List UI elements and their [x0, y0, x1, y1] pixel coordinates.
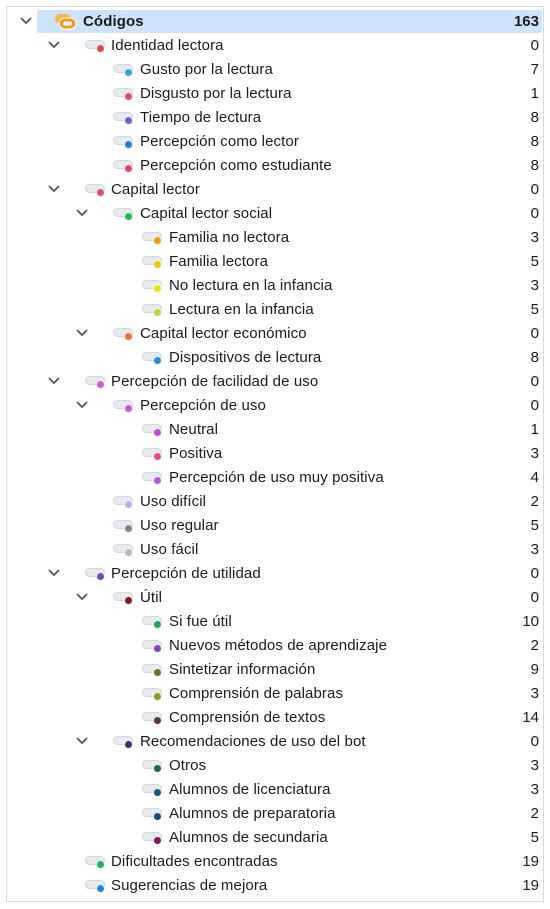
tree-count: 8: [530, 157, 539, 174]
code-icon: [113, 159, 135, 173]
code-icon: [85, 183, 107, 197]
code-icon: [142, 639, 164, 653]
code-icon: [142, 807, 164, 821]
tree-label: Percepción como lector: [140, 133, 299, 150]
code-icon: [113, 591, 135, 605]
code-icon: [142, 615, 164, 629]
tree-count: 19: [522, 877, 539, 894]
tree-row[interactable]: [7, 826, 545, 850]
tree-row[interactable]: [7, 202, 545, 226]
code-icon: [113, 87, 135, 101]
tree-row[interactable]: [7, 802, 545, 826]
code-icon: [142, 279, 164, 293]
tree-count: 2: [530, 493, 539, 510]
tree-row-root[interactable]: [7, 10, 545, 34]
code-icon: [142, 831, 164, 845]
tree-count: 3: [530, 541, 539, 558]
code-icon: [142, 423, 164, 437]
tree-count: 0: [530, 373, 539, 390]
tree-count: 5: [530, 517, 539, 534]
code-icon: [85, 375, 107, 389]
tree-row[interactable]: [7, 490, 545, 514]
tree-label: Percepción como estudiante: [140, 157, 332, 174]
chevron-down-icon[interactable]: [47, 38, 61, 52]
tree-label: Capital lector social: [140, 205, 273, 222]
code-icon: [142, 255, 164, 269]
tree-count: 3: [530, 757, 539, 774]
tree-count: 0: [530, 181, 539, 198]
tree-label: Percepción de uso muy positiva: [169, 469, 384, 486]
tree-count: 9: [530, 661, 539, 678]
code-icon: [113, 63, 135, 77]
tree-row[interactable]: [7, 226, 545, 250]
tree-row[interactable]: [7, 106, 545, 130]
code-icon: [113, 327, 135, 341]
tree-label: Capital lector económico: [140, 325, 307, 342]
tree-label: Percepción de uso: [140, 397, 266, 414]
code-icon: [142, 471, 164, 485]
tree-row[interactable]: [7, 442, 545, 466]
tree-count: 5: [530, 253, 539, 270]
tree-label: Recomendaciones de uso del bot: [140, 733, 366, 750]
tree-row[interactable]: [7, 298, 545, 322]
tree-label: Dispositivos de lectura: [169, 349, 322, 366]
tree-row[interactable]: [7, 634, 545, 658]
tree-row[interactable]: [7, 610, 545, 634]
tree-label: Gusto por la lectura: [140, 61, 273, 78]
tree-count: 10: [522, 613, 539, 630]
chevron-down-icon[interactable]: [75, 398, 89, 412]
tree-count: 1: [530, 85, 539, 102]
tree-label: Disgusto por la lectura: [140, 85, 292, 102]
tree-label: Uso regular: [140, 517, 219, 534]
code-icon: [142, 303, 164, 317]
tree-label: Nuevos métodos de aprendizaje: [169, 637, 388, 654]
tree-label: Otros: [169, 757, 207, 774]
tree-row[interactable]: [7, 778, 545, 802]
tree-row[interactable]: [7, 34, 545, 58]
tree-count: 0: [530, 37, 539, 54]
tree-count: 3: [530, 685, 539, 702]
code-icon: [113, 207, 135, 221]
tree-count: 3: [530, 445, 539, 462]
tree-label: Alumnos de licenciatura: [169, 781, 331, 798]
code-icon: [113, 519, 135, 533]
tree-row[interactable]: [7, 322, 545, 346]
code-icon: [85, 39, 107, 53]
tree-row[interactable]: [7, 274, 545, 298]
code-icon: [113, 735, 135, 749]
tree-label: Alumnos de preparatoria: [169, 805, 336, 822]
tree-row[interactable]: [7, 82, 545, 106]
code-icon: [113, 495, 135, 509]
tree-row[interactable]: [7, 562, 545, 586]
code-icon: [85, 879, 107, 893]
code-icon: [85, 567, 107, 581]
tree-count: 8: [530, 109, 539, 126]
tree-count-root: 163: [513, 13, 539, 30]
tree-label: Sintetizar información: [169, 661, 316, 678]
tree-label: Dificultades encontradas: [111, 853, 278, 870]
code-icon: [142, 351, 164, 365]
code-icon: [142, 711, 164, 725]
tree-label: Percepción de facilidad de uso: [111, 373, 319, 390]
tree-count: 4: [530, 469, 539, 486]
chevron-down-icon[interactable]: [75, 326, 89, 340]
tree-row[interactable]: [7, 538, 545, 562]
code-icon: [142, 663, 164, 677]
tree-label: Identidad lectora: [111, 37, 224, 54]
tree-count: 8: [530, 349, 539, 366]
code-icon: [142, 783, 164, 797]
tree-row[interactable]: [7, 154, 545, 178]
tree-row[interactable]: [7, 874, 545, 898]
code-group-icon: [54, 13, 78, 30]
code-tree: [7, 10, 545, 898]
tree-row[interactable]: [7, 58, 545, 82]
tree-count: 2: [530, 637, 539, 654]
tree-row[interactable]: [7, 706, 545, 730]
tree-count: 3: [530, 277, 539, 294]
tree-count: 3: [530, 229, 539, 246]
chevron-down-icon[interactable]: [75, 206, 89, 220]
tree-row[interactable]: [7, 346, 545, 370]
tree-label: Si fue útil: [169, 613, 232, 630]
code-tree-panel: [6, 6, 544, 902]
tree-label: Alumnos de secundaria: [169, 829, 328, 846]
code-icon: [113, 399, 135, 413]
code-icon: [142, 687, 164, 701]
tree-count: 8: [530, 133, 539, 150]
tree-count: 19: [522, 853, 539, 870]
tree-count: 0: [530, 205, 539, 222]
tree-row[interactable]: [7, 130, 545, 154]
tree-label: Útil: [140, 589, 163, 606]
chevron-down-icon[interactable]: [75, 734, 89, 748]
tree-row[interactable]: [7, 418, 545, 442]
tree-label: Percepción de utilidad: [111, 565, 261, 582]
code-icon: [113, 135, 135, 149]
tree-row[interactable]: [7, 466, 545, 490]
tree-row[interactable]: [7, 754, 545, 778]
tree-row[interactable]: [7, 250, 545, 274]
tree-label: Comprensión de textos: [169, 709, 326, 726]
tree-count: 14: [522, 709, 539, 726]
tree-row[interactable]: [7, 586, 545, 610]
code-icon: [142, 447, 164, 461]
tree-label: Uso difícil: [140, 493, 207, 510]
tree-label: Positiva: [169, 445, 223, 462]
tree-count: 5: [530, 829, 539, 846]
tree-count: 0: [530, 565, 539, 582]
code-icon: [113, 111, 135, 125]
tree-row[interactable]: [7, 850, 545, 874]
chevron-down-icon[interactable]: [19, 14, 33, 28]
tree-count: 5: [530, 301, 539, 318]
tree-count: 0: [530, 733, 539, 750]
tree-row[interactable]: [7, 178, 545, 202]
tree-label: Neutral: [169, 421, 219, 438]
tree-row[interactable]: [7, 730, 545, 754]
tree-count: 3: [530, 781, 539, 798]
tree-row[interactable]: [7, 394, 545, 418]
tree-count: 7: [530, 61, 539, 78]
tree-label: Comprensión de palabras: [169, 685, 344, 702]
tree-label: No lectura en la infancia: [169, 277, 333, 294]
tree-count: 0: [530, 589, 539, 606]
tree-label: Uso fácil: [140, 541, 199, 558]
tree-count: 1: [530, 421, 539, 438]
tree-label: Familia no lectora: [169, 229, 290, 246]
tree-count: 0: [530, 397, 539, 414]
tree-label: Sugerencias de mejora: [111, 877, 268, 894]
tree-label: Familia lectora: [169, 253, 269, 270]
tree-row[interactable]: [7, 682, 545, 706]
chevron-down-icon[interactable]: [47, 182, 61, 196]
tree-row[interactable]: [7, 514, 545, 538]
tree-count: 2: [530, 805, 539, 822]
tree-label: Capital lector: [111, 181, 200, 198]
tree-count: 0: [530, 325, 539, 342]
code-icon: [142, 759, 164, 773]
tree-label-root: Códigos: [83, 13, 144, 30]
code-icon: [85, 855, 107, 869]
tree-row[interactable]: [7, 370, 545, 394]
tree-label: Lectura en la infancia: [169, 301, 314, 318]
chevron-down-icon[interactable]: [47, 566, 61, 580]
code-icon: [113, 543, 135, 557]
tree-label: Tiempo de lectura: [140, 109, 262, 126]
chevron-down-icon[interactable]: [75, 590, 89, 604]
tree-row[interactable]: [7, 658, 545, 682]
code-icon: [142, 231, 164, 245]
chevron-down-icon[interactable]: [47, 374, 61, 388]
